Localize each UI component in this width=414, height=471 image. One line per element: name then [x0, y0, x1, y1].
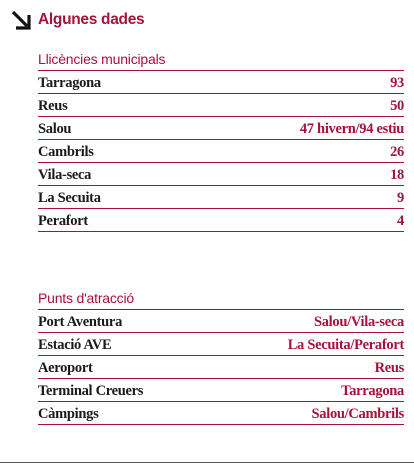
table-row	[38, 186, 404, 209]
row-value: Tarragona	[341, 383, 404, 399]
row-value: Salou/Cambrils	[311, 406, 404, 422]
row-label: Reus	[38, 98, 68, 114]
row-value: 9	[397, 190, 404, 206]
table-row	[38, 310, 404, 333]
box-header	[10, 9, 144, 31]
row-label: La Secuita	[38, 190, 101, 206]
row-value: 47 hivern/94 estiu	[299, 121, 404, 137]
row-value: 18	[390, 167, 404, 183]
licences-list	[38, 71, 404, 232]
row-label: Càmpings	[38, 406, 99, 422]
row-label: Vila-seca	[38, 167, 92, 183]
table-row	[38, 379, 404, 402]
attractions-list	[38, 310, 404, 425]
row-label: Salou	[38, 121, 72, 137]
table-row	[38, 209, 404, 232]
table-row	[38, 163, 404, 186]
row-label: Port Aventura	[38, 314, 123, 330]
row-value: Salou/Vila-seca	[313, 314, 404, 330]
row-label: Tarragona	[38, 75, 101, 91]
arrow-down-right-icon	[10, 9, 32, 31]
box-title: Algunes dades	[38, 11, 145, 28]
table-row	[38, 71, 404, 94]
row-label: Cambrils	[38, 144, 94, 160]
table-row	[38, 356, 404, 379]
table-row	[38, 402, 404, 425]
row-value: La Secuita/Perafort	[287, 337, 404, 353]
table-row	[38, 94, 404, 117]
licences-title: Llicències municipals	[38, 48, 404, 71]
row-value: 4	[397, 213, 404, 229]
licences-section	[38, 48, 404, 232]
row-label: Aeroport	[38, 360, 93, 376]
row-label: Terminal Creuers	[38, 383, 144, 399]
row-value: 26	[390, 144, 404, 160]
attractions-section	[38, 287, 404, 425]
bottom-divider	[0, 462, 414, 463]
row-value: 93	[390, 75, 404, 91]
row-value: 50	[390, 98, 404, 114]
attractions-title: Punts d'atracció	[38, 287, 404, 310]
table-row	[38, 333, 404, 356]
row-value: Reus	[374, 360, 404, 376]
row-label: Perafort	[38, 213, 88, 229]
row-label: Estació AVE	[38, 337, 112, 353]
table-row	[38, 117, 404, 140]
table-row	[38, 140, 404, 163]
